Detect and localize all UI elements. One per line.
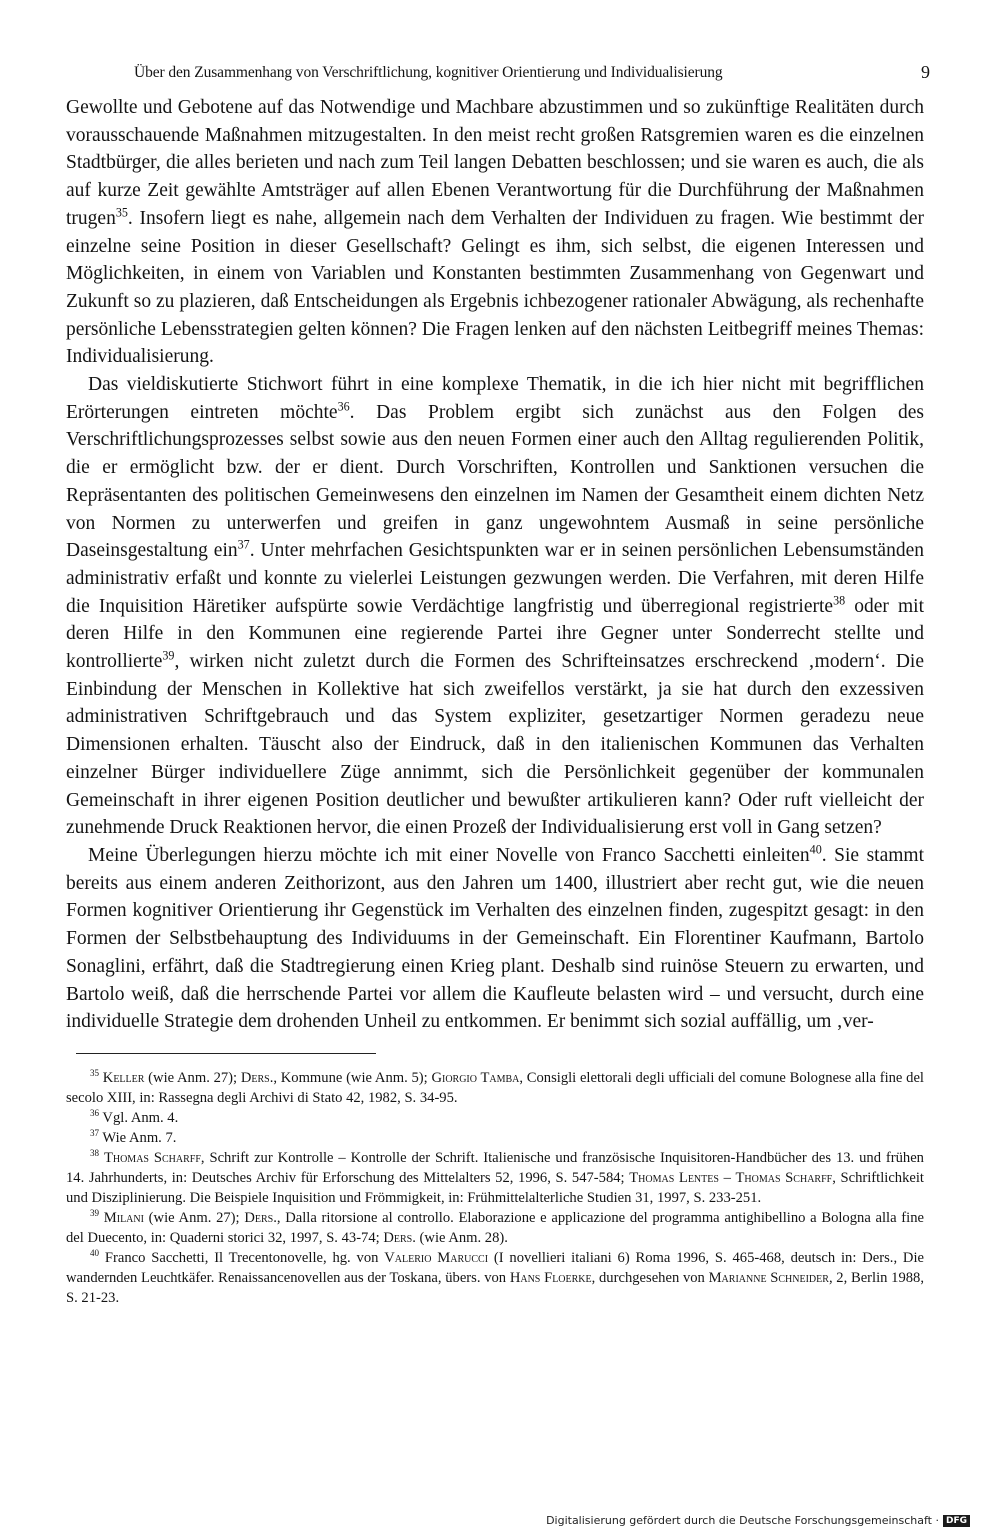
footnote-ref-35[interactable]: 35 bbox=[115, 205, 128, 220]
author-name: Thomas Scharff bbox=[735, 1169, 833, 1186]
footnote-text: Wie Anm. 7. bbox=[99, 1129, 177, 1146]
footnote-text: , durchgesehen von bbox=[591, 1269, 709, 1286]
footnote-37 bbox=[66, 1128, 924, 1148]
paragraph-3 bbox=[66, 842, 924, 1036]
footnote-ref-39[interactable]: 39 bbox=[162, 648, 175, 663]
paragraph-text: , wirken nicht zuletzt durch die Formen des Schrifteinsatzes erschreckend ‚modern‘. Die Einbindung der Menschen in Kollektive hat sich zweifellos verstärkt, ja sie hat durch den exzessiven administrativen Schriftgebrauch und das System expliziter, gesetzartiger Normen geradezu neue Dimensionen erhalten. Täuscht also der Eindruck, daß in den italienischen Kommunen das Verhalten einzelner Bürger individuellere Züge annimmt, sich die Persönlichkeit gegenüber der kommunalen Gemeinschaft in ihrer eigenen Position deutlicher und bewußter artikulieren kann? Oder ruft vielleicht der zunehmende Druck Reaktionen hervor, die einen Prozeß der Individualisierung erst voll in Gang setzen? bbox=[66, 651, 924, 839]
author-name: Marianne Schneider bbox=[708, 1269, 829, 1286]
paragraph-1 bbox=[66, 94, 924, 371]
author-name: Ders. bbox=[240, 1069, 274, 1086]
footnote-38 bbox=[66, 1148, 924, 1208]
footnote-text: Franco Sacchetti, Il Trecentonovelle, hg. von bbox=[99, 1249, 385, 1266]
paragraph-text: . Sie stammt bereits aus einem anderen Zeithorizont, aus den Jahren um 1400, illustriert aber recht gut, wie die neuen Formen kognitiver Orientierung ihr Gegenstück im Verhalten des einzelnen finden, zugespitzt gesagt: in den Formen der Selbstbehauptung des Individuums in der Gemeinschaft. Ein Florentiner Kaufmann, Bartolo Sonaglini, erfährt, daß die Stadtregierung einen Krieg plant. Deshalb sind ruinöse Steuern zu erwarten, und Bartolo weiß, daß die herrschende Partei vor allem die Kaufleute belasten wird – und versucht, durch eine individuelle Strategie dem drohenden Unheil zu entkommen. Er benimmt sich sozial auffällig, um ‚ver- bbox=[66, 844, 925, 1033]
author-name: Thomas Scharff bbox=[103, 1149, 201, 1166]
footnote-text: – bbox=[718, 1169, 736, 1186]
footnote-number: 36 bbox=[90, 1108, 100, 1119]
author-name: Ders. bbox=[383, 1229, 416, 1246]
paragraph-text: . Das Problem ergibt sich zunächst aus den Folgen des Verschriftlichungsprozesses selbst sowie aus den neuen Formen einer auch den Alltag regulierenden Politik, die er ermöglicht bzw. der er dient. Durch Vorschriften, Kontrollen und Sanktionen versuchen die Repräsentanten des politischen Gemeinwesens den einzelnen im Namen der Gesamtheit einem dichten Netz von Normen zu unterwerfen und greifen in ganz ungewohntem Ausmaß in seine persönliche Daseinsgestaltung ein bbox=[66, 401, 924, 562]
footnote-ref-38[interactable]: 38 bbox=[833, 593, 846, 608]
footnote-text: (I novellieri italiani 6) Roma 1996, S. 465-468, deutsch in: Ders., Die wandernden Leuchtkäfer. Renaissancenovellen aus der Toskana, übers. von bbox=[66, 1249, 924, 1286]
footnote-39 bbox=[66, 1208, 924, 1248]
author-name: Ders. bbox=[244, 1209, 277, 1226]
paragraph-text: . Unter mehrfachen Gesichtspunkten war er in seinen persönlichen Lebensumständen administrativ erfaßt und konnte zu vielerlei Leistungen gezwungen werden. Die Verfahren, mit deren Hilfe die Inquisition Häretiker aufspürte sowie Verdächtige langfristig und überregional registrierte bbox=[66, 540, 924, 617]
paragraph-2 bbox=[66, 371, 924, 842]
footnote-text: , Consigli elettorali degli ufficiali del comune Bolognese alla fine del secolo XIII, in: Rassegna degli Archivi di Stato 42, 1982, S. 34-95. bbox=[66, 1069, 924, 1106]
author-name: Giorgio Tamba bbox=[431, 1069, 520, 1086]
author-name: Valerio Marucci bbox=[384, 1249, 489, 1266]
paragraph-text: Das vieldiskutierte Stichwort führt in eine komplexe Thematik, in die ich hier nicht mit begrifflichen Erörterungen eintreten möchte bbox=[66, 374, 924, 423]
dfg-logo: DFG bbox=[943, 1515, 970, 1527]
footnote-text: , Schrift zur Kontrolle – Kontrolle der Schrift. Italienische und französische Inquisitoren-Handbücher des 13. und frühen 14. Jahrhunderts, in: Deutsches Archiv für Erforschung des Mittelalters 52, 1996, S. 547-584; bbox=[66, 1149, 924, 1186]
footnote-text: , Dalla ritorsione al controllo. Elaborazione e applicazione del programma antighibellino a Bologna alla fine del Duecento, in: Quaderni storici 32, 1997, S. 43-74; bbox=[66, 1209, 924, 1246]
running-head bbox=[66, 60, 930, 94]
footnote-text: , Kommune (wie Anm. 5); bbox=[273, 1069, 432, 1086]
paragraph-text: . Insofern liegt es nahe, allgemein nach dem Verhalten der Individuen zu fragen. Wie bestimmt der einzelne seine Position in dieser Gesellschaft? Gelingt es ihm, sich selbst, die eigenen Interessen und Möglichkeiten, in einem von Variablen und Konstanten bestimmten Zusammenhang von Gegenwart und Zukunft so zu plazieren, daß Entscheidungen als Ergebnis ichbezogener rationaler Abwägung, als rechenhafte persönliche Lebensstrategien gelten können? Die Fragen lenken auf den nächsten Leitbegriff meines Themas: Individualisierung. bbox=[66, 207, 924, 368]
footnote-text: (wie Anm. 27); bbox=[144, 1069, 241, 1086]
footnote-text: (wie Anm. 28). bbox=[415, 1229, 508, 1246]
footnote-ref-36[interactable]: 36 bbox=[337, 399, 350, 414]
footnote-text: , 2, Berlin 1988, S. 21-23. bbox=[66, 1269, 924, 1306]
footnote-number: 37 bbox=[90, 1128, 100, 1139]
footnote-number: 38 bbox=[90, 1148, 100, 1159]
credit-text: Digitalisierung gefördert durch die Deutsche Forschungsgemeinschaft · bbox=[546, 1514, 939, 1527]
footnote-divider bbox=[76, 1053, 376, 1054]
footnote-number: 39 bbox=[90, 1208, 100, 1219]
footnote-text: Vgl. Anm. 4. bbox=[99, 1109, 179, 1126]
footnote-ref-40[interactable]: 40 bbox=[809, 842, 822, 857]
author-name: Keller bbox=[102, 1069, 145, 1086]
footnote-text: , Schriftlichkeit und Disziplinierung. Die Beispiele Inquisition und Frömmigkeit, in: Frühmittelalterliche Studien 31, 1997, S. 233-251. bbox=[66, 1169, 924, 1206]
paragraph-text: Meine Überlegungen hierzu möchte ich mit einer Novelle von Franco Sacchetti einleiten bbox=[88, 844, 810, 866]
book-page bbox=[66, 60, 930, 1308]
author-name: Milani bbox=[103, 1209, 144, 1226]
footnote-number: 35 bbox=[90, 1068, 100, 1079]
footnote-ref-37[interactable]: 37 bbox=[237, 537, 250, 552]
footnote-36 bbox=[66, 1108, 924, 1128]
paragraph-text: oder mit deren Hilfe in den Kommunen eine regierende Partei ihre Gegner unter Sonderrecht stellte und kontrollierte bbox=[66, 595, 924, 673]
footnote-35 bbox=[66, 1068, 924, 1108]
author-name: Hans Floerke bbox=[509, 1269, 592, 1286]
footnote-text: (wie Anm. 27); bbox=[143, 1209, 245, 1226]
digitization-credit bbox=[546, 1514, 970, 1527]
footnote-40 bbox=[66, 1248, 924, 1308]
paragraph-text: Gewollte und Gebotene auf das Notwendige und Machbare abzustimmen und so zukünftige Realitäten durch vorausschauende Maßnahmen mitzugestalten. In den meist recht großen Ratsgremien waren es die einzelnen Stadtbürger, die alles berieten und nach zum Teil langen Debatten beschlossen; und sie waren es auch, die als auf kurze Zeit gewählte Amtsträger auf allen Ebenen Verantwortung für die Durchführung der Maßnahmen trugen bbox=[66, 97, 924, 229]
running-title: Über den Zusammenhang von Verschriftlichung, kognitiver Orientierung und Individualisierung bbox=[134, 64, 723, 81]
author-name: Thomas Lentes bbox=[629, 1169, 719, 1186]
footnote-number: 40 bbox=[90, 1248, 100, 1259]
page-number: 9 bbox=[921, 62, 930, 82]
